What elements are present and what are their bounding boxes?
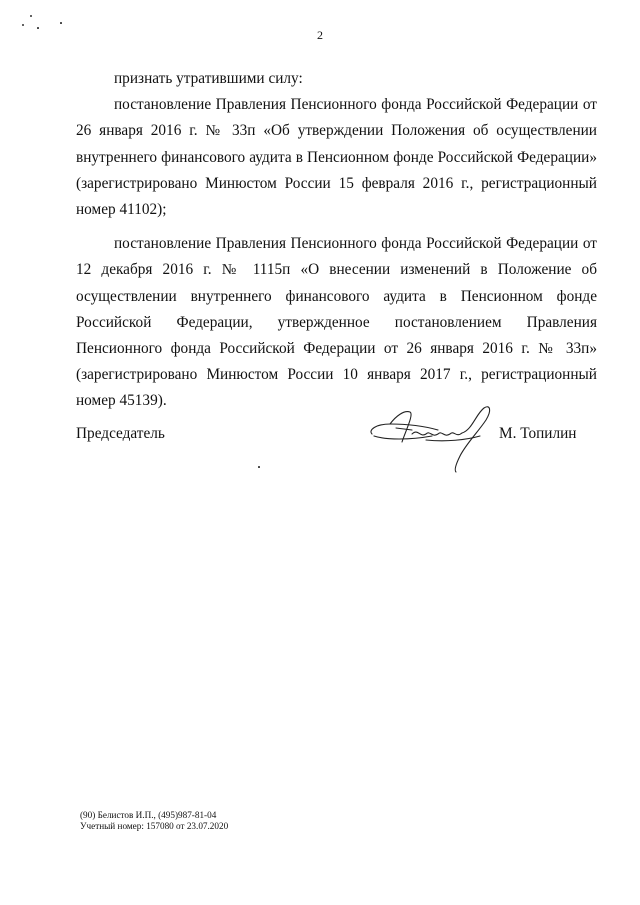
signatory-title: Председатель (76, 425, 165, 442)
signatory-name: М. Топилин (499, 425, 577, 442)
repealed-act-paragraph: постановление Правления Пенсионного фонда Российской Федерации от 26 января 2016 г. № 33п «Об утверждении Положения об осуществлении внутреннего финансового аудита в Пенсионном фонде Российской Федерации» (зарегистрировано Минюстом России 15 февраля 2016 г., регистрационный номер 41102); (76, 96, 597, 219)
signature-block (76, 400, 597, 480)
footer (80, 810, 228, 831)
scan-speck (60, 22, 62, 24)
intro-paragraph: признать утратившими силу: (114, 70, 303, 87)
page-number: 2 (317, 28, 323, 42)
account-number: Учетный номер: 157080 от 23.07.2020 (80, 820, 229, 831)
executor-info: (90) Белистов И.П., (495)987-81-04 (80, 810, 217, 820)
document-body (76, 66, 597, 415)
scan-speck (22, 24, 24, 26)
repealed-act-paragraph: постановление Правления Пенсионного фонда Российской Федерации от 12 декабря 2016 г. № 1115п «О внесении изменений в Положение об осуществлении внутреннего финансового аудита в Пенсионном фонде Российской Федерации, утвержденное постановлением Правления Пенсионного фонда Российской Федерации от 26 января 2016 г. № 33п» (зарегистрировано Минюстом России 10 января 2017 г., регистрационный номер 45139). (76, 235, 597, 410)
scan-speck (30, 15, 32, 17)
